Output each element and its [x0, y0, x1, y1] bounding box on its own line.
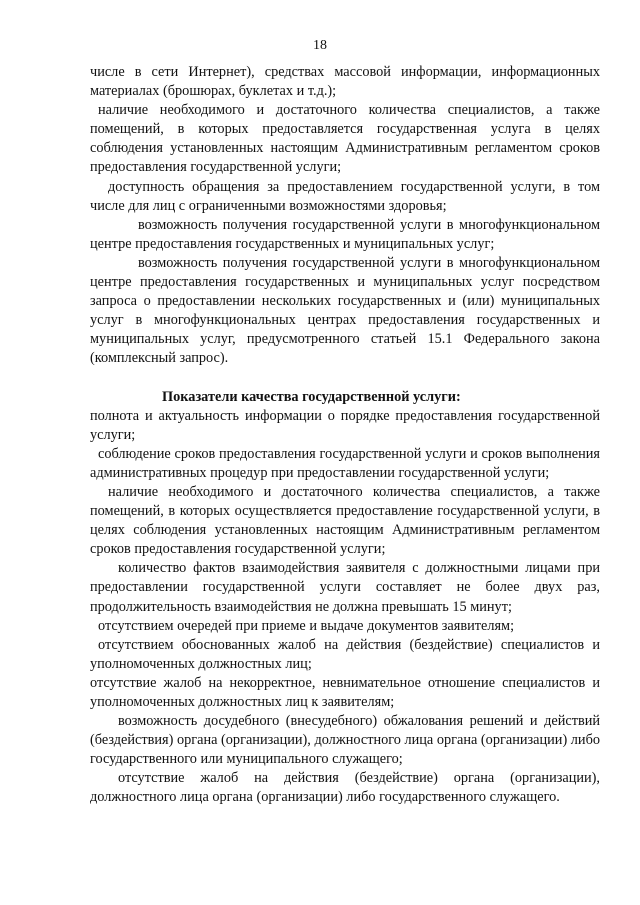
paragraph-no-grounded-complaints: отсутствием обоснованных жалоб на действия (бездействие) специалистов и уполномоченных должностных лиц;	[90, 636, 600, 672]
paragraph-deadlines: соблюдение сроков предоставления государственной услуги и сроков выполнения административных процедур при предоставлении государственной услуги;	[90, 445, 600, 481]
paragraph-pretrial-appeal: возможность досудебного (внесудебного) обжалования решений и действий (бездействия) органа (организации), должностного лица органа (организации) либо государственного или муниципального служащего;	[90, 713, 600, 768]
paragraph-mfc-availability: возможность получения государственной услуги в многофункциональном центре предоставления государственных и муниципальных услуг;	[90, 216, 600, 252]
paragraph-channels: числе в сети Интернет), средствах массовой информации, информационных материалах (брошюрах, буклетах и т.д.);	[90, 64, 600, 100]
document-body	[90, 63, 600, 808]
section-heading-quality: Показатели качества государственной услуги:	[162, 388, 461, 405]
paragraph-no-complaints-actions: отсутствие жалоб на действия (бездействие) органа (организации), должностного лица органа (организации) либо государственного служащего.	[90, 770, 600, 806]
paragraph-accessibility: доступность обращения за предоставлением государственной услуги, в том числе для лиц с ограниченными возможностями здоровья;	[90, 178, 600, 214]
page-number: 18	[313, 38, 327, 53]
paragraph-no-queues: отсутствием очередей при приеме и выдаче документов заявителям;	[98, 617, 515, 634]
paragraph-complex-request: возможность получения государственной услуги в многофункциональном центре предоставления государственных и муниципальных услуг посредством запроса о предоставлении нескольких государственных и (или) муниципальных услуг в многофункциональных центрах предоставления государственных и муниципальных услуг, предусмотренного статьей 15.1 Федерального закона (комплексный запрос).	[90, 254, 600, 367]
paragraph-staff-premises: наличие необходимого и достаточного количества специалистов, а также помещений, в которых предоставляется государственная услуга в целях соблюдения установленных настоящим Административным регламентом сроков предоставления государственной услуги;	[90, 102, 600, 176]
paragraph-interactions: количество фактов взаимодействия заявителя с должностными лицами при предоставлении государственной услуги составляет не более двух раз, продолжительность взаимодействия не должна превышать 15 минут;	[90, 560, 600, 615]
paragraph-no-rudeness-complaints: отсутствие жалоб на некорректное, невнимательное отношение специалистов и уполномоченных должностных лиц к заявителям;	[90, 674, 600, 710]
paragraph-staff-premises-quality: наличие необходимого и достаточного количества специалистов, а также помещений, в которых осуществляется предоставление государственной услуги, в целях соблюдения установленных настоящим Административным регламентом сроков предоставления государственной услуги;	[90, 483, 600, 558]
paragraph-info-completeness: полнота и актуальность информации о порядке предоставления государственной услуги;	[90, 407, 600, 443]
